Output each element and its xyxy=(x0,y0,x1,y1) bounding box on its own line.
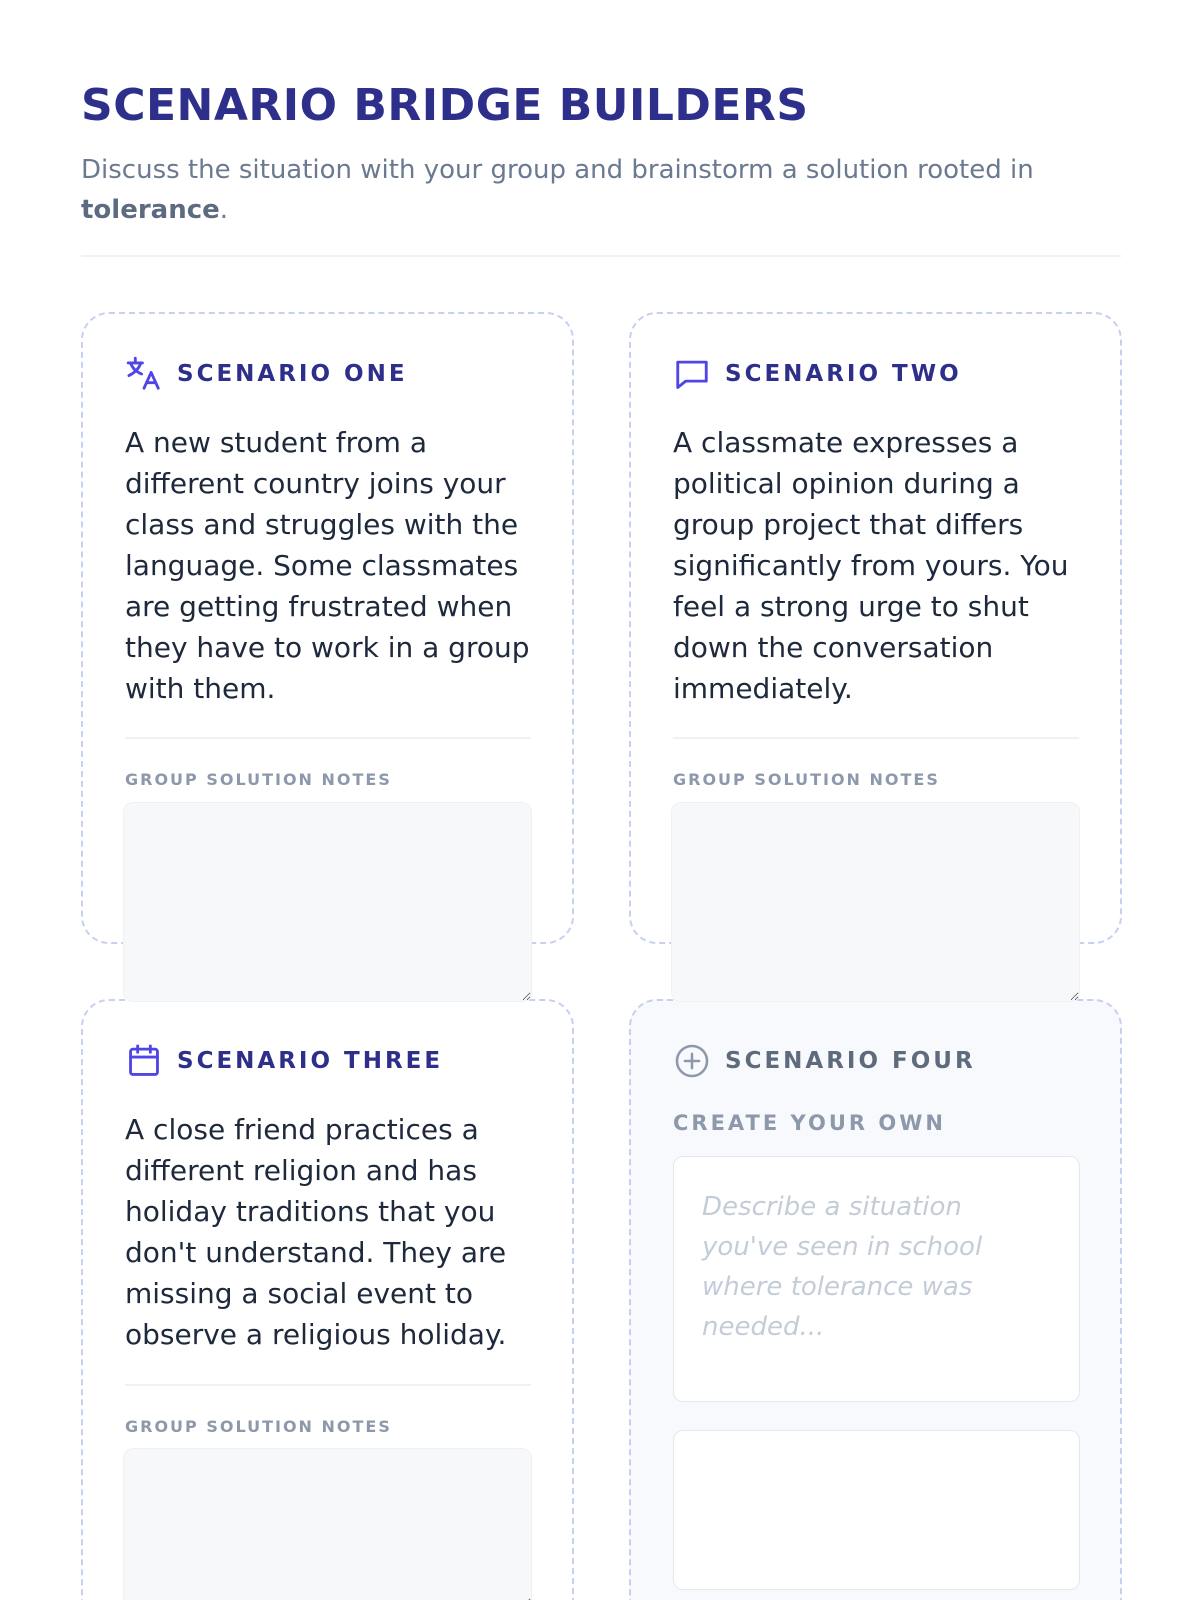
notes-label: GROUP SOLUTION NOTES xyxy=(673,770,940,789)
subtitle-end: . xyxy=(219,195,229,225)
page-title: SCENARIO BRIDGE BUILDERS xyxy=(81,80,809,131)
scenario-header xyxy=(673,354,962,394)
notes-label: GROUP SOLUTION NOTES xyxy=(125,770,392,789)
scenario-description: A close friend practices a different religion and has holiday traditions that you don't understand. They are missing a social event to observe a religious holiday. xyxy=(125,1113,507,1351)
subtitle-text: Discuss the situation with your group and brainstorm a solution rooted in xyxy=(81,155,1034,185)
notes-label: GROUP SOLUTION NOTES xyxy=(125,1417,392,1436)
page-subtitle xyxy=(81,150,1121,230)
translate-icon xyxy=(125,355,163,393)
chat-bubble-icon xyxy=(673,355,711,393)
scenario-description: A new student from a different country joins your class and struggles with the language. Some classmates are getting frustrated when they have to work in a group with them. xyxy=(125,426,530,705)
notes-divider xyxy=(125,737,531,739)
scenario-title: SCENARIO FOUR xyxy=(725,1048,976,1074)
scenario-header xyxy=(673,1041,976,1081)
group-solution-notes-one[interactable] xyxy=(123,802,532,1002)
calendar-icon xyxy=(125,1042,163,1080)
custom-scenario-input[interactable] xyxy=(673,1156,1080,1402)
scenario-card-four xyxy=(629,999,1122,1600)
scenario-title: SCENARIO TWO xyxy=(725,361,962,387)
scenario-title: SCENARIO THREE xyxy=(177,1048,444,1074)
subtitle-emphasis: tolerance xyxy=(81,195,220,225)
scenario-header xyxy=(125,1041,443,1081)
header-divider xyxy=(81,255,1121,257)
scenario-title: SCENARIO ONE xyxy=(177,361,408,387)
scenario-description: A classmate expresses a political opinion during a group project that differs significantly from yours. You feel a strong urge to shut down the conversation immediately. xyxy=(673,426,1069,705)
group-solution-notes-two[interactable] xyxy=(671,802,1080,1002)
custom-solution-input[interactable] xyxy=(673,1430,1080,1590)
plus-circle-icon[interactable] xyxy=(673,1042,711,1080)
notes-divider xyxy=(125,1384,531,1386)
group-solution-notes-three[interactable] xyxy=(123,1448,532,1600)
create-your-own-label: CREATE YOUR OWN xyxy=(673,1111,946,1135)
scenario-header xyxy=(125,354,408,394)
notes-divider xyxy=(673,737,1079,739)
